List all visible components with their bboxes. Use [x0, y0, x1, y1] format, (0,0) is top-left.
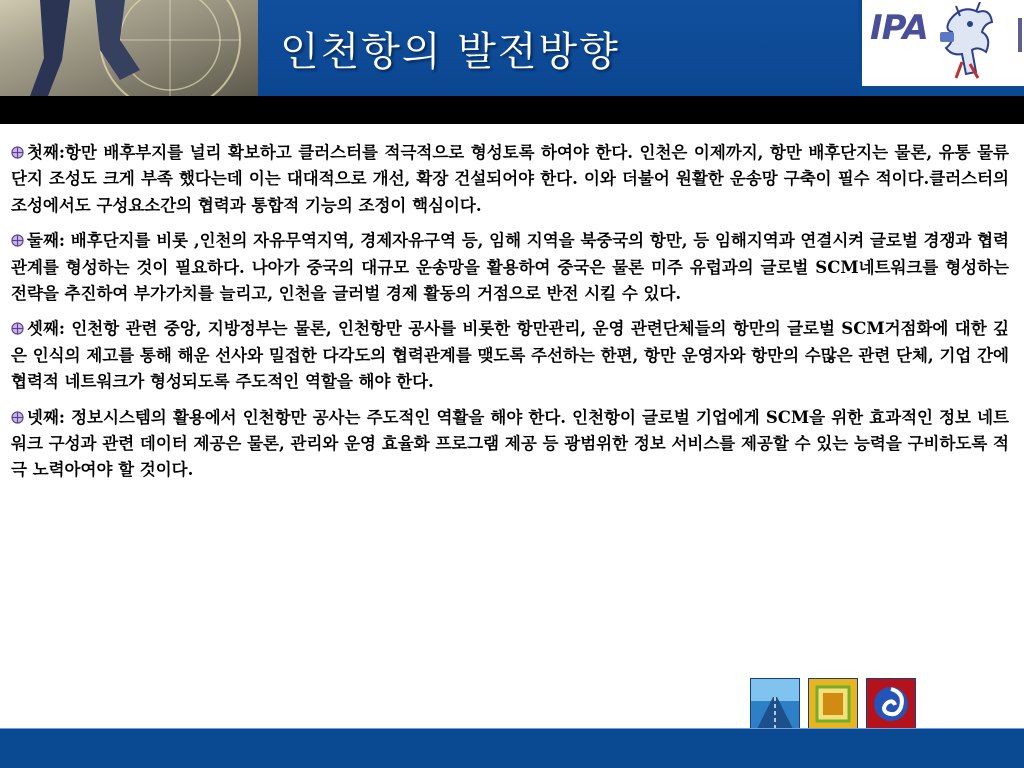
crosshair-globe-icon: [11, 234, 24, 247]
red-swirl-icon: [866, 678, 916, 730]
paragraph-fourth: [11, 405, 1009, 484]
header-photo: [0, 0, 258, 96]
crosshair-globe-icon: [11, 146, 24, 159]
crosshair-globe-icon: [11, 411, 24, 424]
content-body: [11, 140, 1009, 493]
footer-bar: [0, 729, 1024, 768]
paragraph-text: 첫째:항만 배후부지를 널리 확보하고 클러스터를 적극적으로 형성토록 하여야 한다. 인천은 이제까지, 항만 배후단지는 물론, 유통 물류 단지 조성도 크게 부족 했다는데 이는 대대적으로 개선, 확장 건설되어야 한다. 이와 더불어 원활한 운송망 구축이 필수 적이다.클러스터의 조성에서도 구성요소간의 협력과 통합적 기능의 조정이 핵심이다.: [11, 143, 1009, 215]
logo-divider: [1018, 18, 1022, 52]
crosshair-globe-icon: [11, 322, 24, 335]
paragraph-text: 넷째: 정보시스템의 활용에서 인천항만 공사는 주도적인 역활을 해야 한다. 인천항이 글로벌 기업에게 SCM을 위한 효과적인 정보 네트워크 구성과 관련 데이터 제공은 물론, 관리와 운영 효율화 프로그램 제공 등 광범위한 정보 서비스를 제공할 수 있는 능력을 구비하도록 적극 노력아여야 할 것이다.: [11, 407, 1009, 480]
runner-compass-image: [0, 0, 258, 96]
road-perspective-icon: [750, 678, 800, 730]
paragraph-second: [11, 228, 1009, 307]
header-bar: [0, 0, 1024, 124]
dragon-mascot-icon: [932, 2, 1004, 82]
paragraph-first: [11, 140, 1009, 219]
header-dark-band: [0, 96, 1024, 124]
yellow-frame-icon: [808, 678, 858, 730]
logo: [860, 0, 1024, 86]
paragraph-text: 둘째: 배후단지를 비롯 ,인천의 자유무역지역, 경제자유구역 등, 임해 지역을 북중국의 항만, 등 임해지역과 연결시켜 글로벌 경쟁과 협력관계를 형성하는 것이 필요하다. 나아가 중국의 대규모 운송망을 활용하여 중국은 물론 미주 유럽과의 글로벌 SCM네트워크를 형성하는 전략을 추진하여 부가가치를 늘리고, 인천을 글러벌 경제 활동의 거점으로 반전 시킬 수 있다.: [11, 231, 1009, 304]
paragraph-third: [11, 316, 1009, 395]
paragraph-text: 셋째: 인천항 관련 중앙, 지방정부는 물론, 인천항만 공사를 비롯한 항만관리, 운영 관련단체들의 항만의 글로벌 SCM거점화에 대한 깊은 인식의 제고를 통해 해운 선사와 밀접한 다각도의 협력관계를 맺도록 주선하는 한편, 항만 운영자와 항만의 수많은 관련 단체, 기업 간에 협력적 네트워크가 형성되도록 주도적인 역할을 해야 한다.: [11, 319, 1009, 392]
page-title: 인천항의 발전방향: [280, 29, 620, 75]
logo-text: IPA: [870, 8, 928, 48]
